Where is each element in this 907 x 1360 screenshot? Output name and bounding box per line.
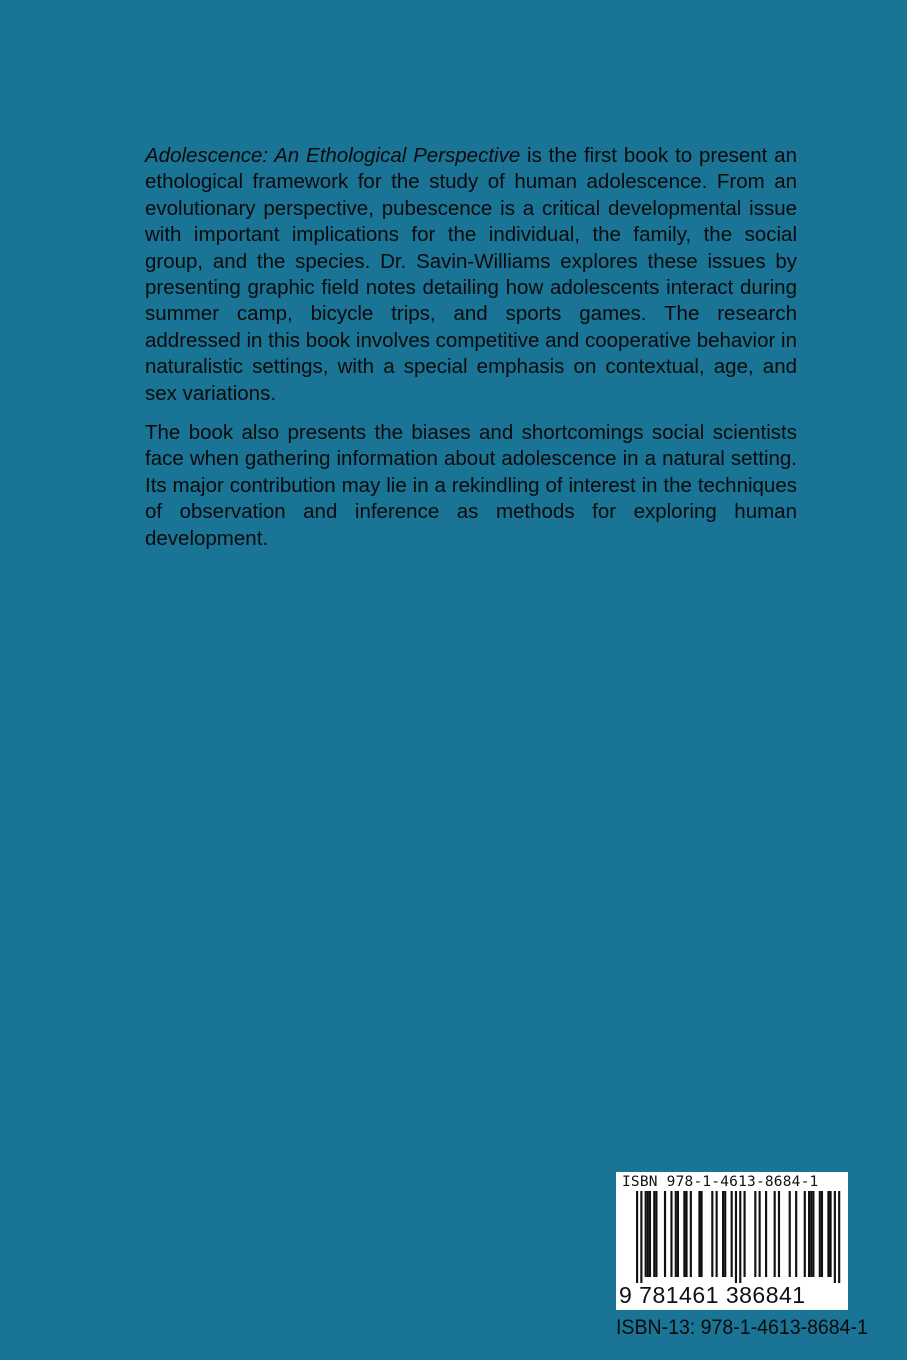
isbn-top-text: ISBN 978-1-4613-8684-1 xyxy=(622,1174,819,1190)
barcode-bar-4 xyxy=(649,1191,651,1277)
barcode-bar-10 xyxy=(677,1191,679,1277)
blurb-paragraph-1 xyxy=(145,143,797,407)
barcode-bar-6 xyxy=(655,1191,657,1277)
barcode-bar-32 xyxy=(808,1191,810,1277)
barcode-bar-13 xyxy=(690,1191,692,1277)
barcode-bar-8 xyxy=(670,1191,672,1277)
barcode-bar-27 xyxy=(774,1191,776,1277)
barcode-bar-34 xyxy=(812,1191,814,1277)
barcode-bar-40 xyxy=(838,1191,840,1283)
barcode-bar-21 xyxy=(735,1191,737,1283)
barcode-bar-37 xyxy=(827,1191,829,1277)
back-cover-blurb xyxy=(145,143,797,552)
barcode-bar-16 xyxy=(711,1191,713,1277)
barcode-label xyxy=(616,1172,848,1310)
barcode-bar-1 xyxy=(640,1191,642,1283)
barcode-bar-0 xyxy=(636,1191,638,1283)
barcode-bar-19 xyxy=(724,1191,726,1277)
barcode-bar-33 xyxy=(810,1191,812,1277)
isbn-13-text: ISBN-13: 978-1-4613-8684-1 xyxy=(616,1316,868,1339)
barcode-bar-7 xyxy=(664,1191,666,1277)
barcode-bar-28 xyxy=(778,1191,780,1277)
barcode-bar-15 xyxy=(701,1191,703,1277)
barcode-bar-9 xyxy=(675,1191,677,1277)
barcode-bar-11 xyxy=(683,1191,685,1277)
barcode-bar-5 xyxy=(653,1191,655,1277)
blurb-paragraph-1-text: is the first book to present an ethological framework for the study of human adolescence. From an evolutionary perspective, pubescence is a critical developmental issue with important implications for the individual, the family, the social group, and the species. Dr. Savin-Williams explores these issues by presenting graphic field notes detailing how adolescents interact during summer camp, bicycle trips, and sports games. The research addressed in this book involves competitive and cooperative behavior in naturalistic settings, with a special emphasis on contextual, age, and sex variations. xyxy=(145,144,797,405)
barcode-bar-29 xyxy=(789,1191,791,1277)
barcode-bar-12 xyxy=(685,1191,687,1277)
barcode-bar-25 xyxy=(759,1191,761,1277)
barcode-bar-2 xyxy=(645,1191,647,1277)
barcode-bar-17 xyxy=(716,1191,718,1277)
barcode-bar-30 xyxy=(795,1191,797,1277)
book-title: Adolescence: An Ethological Perspective xyxy=(145,144,521,167)
barcode-bar-14 xyxy=(698,1191,700,1277)
barcode-digits: 9 781461 386841 xyxy=(619,1282,806,1308)
barcode-bars xyxy=(616,1191,848,1283)
blurb-paragraph-2: The book also presents the biases and shortcomings social scientists face when gathering information about adolescence in a natural setting. Its major contribution may lie in a rekindling of interest in the techniques of observation and inference as methods for exploring human development. xyxy=(145,421,797,550)
barcode-bar-20 xyxy=(731,1191,733,1277)
barcode-bar-26 xyxy=(765,1191,767,1277)
barcode-bar-39 xyxy=(834,1191,836,1283)
barcode-bar-22 xyxy=(739,1191,741,1283)
barcode-bar-38 xyxy=(830,1191,832,1277)
barcode-bar-36 xyxy=(821,1191,823,1277)
barcode-bar-18 xyxy=(722,1191,724,1277)
barcode-bar-3 xyxy=(647,1191,649,1277)
barcode-bar-35 xyxy=(819,1191,821,1277)
barcode-bar-31 xyxy=(804,1191,806,1277)
barcode-bar-24 xyxy=(754,1191,756,1277)
barcode-bar-23 xyxy=(744,1191,746,1277)
